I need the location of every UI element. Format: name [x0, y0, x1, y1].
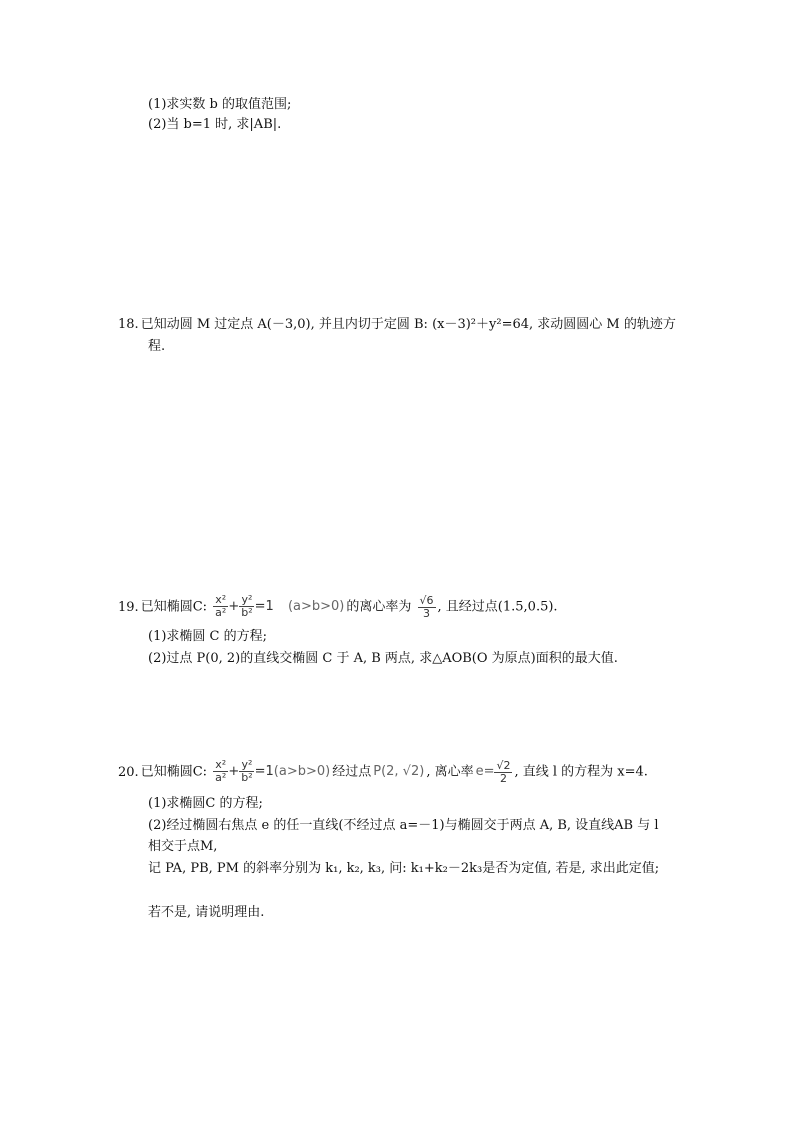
- q20-eccentricity: [494, 760, 512, 785]
- q19-equation: [213, 592, 344, 622]
- q19-mid: 的离心率为: [346, 599, 412, 615]
- q18-text-a: 已知动圆 M 过定点 A(－3,0), 并且内切于定圆 B: (x－3)²＋y²=64, 求动圆圆心 M 的轨迹方: [140, 317, 676, 332]
- q20-frac-x: [213, 759, 228, 784]
- q19-frac-x-bot: a²: [215, 606, 227, 619]
- q19-part2: (2)过点 P(0, 2)的直线交椭圆 C 于 A, B 两点, 求△AOB(O 为原点)面积的最大值.: [148, 651, 618, 666]
- q20-number: 20.: [118, 764, 139, 780]
- q20-eq: =1: [254, 764, 274, 779]
- q20-part3: 记 PA, PB, PM 的斜率分别为 k₁, k₂, k₃, 问: k₁+k₂－2k₃是否为定值, 若是, 求出此定值;: [148, 861, 660, 876]
- q20-e-bot: 2: [499, 771, 507, 785]
- q20-plus: +: [228, 764, 240, 779]
- q19-frac-y-top: y²: [241, 593, 253, 606]
- q19-tail: , 且经过点(1.5,0.5).: [437, 599, 558, 615]
- q20-e-label: e=: [475, 764, 495, 779]
- q20-frac-y: [239, 759, 254, 784]
- q19-lead: 已知椭圆C:: [140, 599, 208, 615]
- q19-frac-y-bot: b²: [241, 606, 253, 619]
- q17-part2: (2)当 b=1 时, 求|AB|.: [148, 117, 282, 132]
- q20-e-top: √2: [496, 758, 511, 772]
- q19-e-top: √6: [419, 593, 434, 607]
- q20-mid: 经过点: [332, 764, 372, 780]
- q20-condition: (a>b>0): [273, 764, 331, 779]
- q19-frac-y: [239, 594, 254, 619]
- q19-eq: =1: [254, 599, 274, 614]
- q20-frac-y-bot: b²: [241, 771, 253, 784]
- q17-part1: (1)求实数 b 的取值范围;: [148, 97, 292, 112]
- q19-eccentricity: [418, 595, 436, 620]
- q20-frac-x-top: x²: [215, 758, 227, 771]
- q19-condition: (a>b>0): [287, 599, 345, 614]
- q20-lead: 已知椭圆C:: [140, 764, 208, 780]
- q19-frac-x: [213, 594, 228, 619]
- q19-number: 19.: [118, 599, 139, 615]
- q19-part1: (1)求椭圆 C 的方程;: [148, 629, 268, 644]
- q19-frac-x-top: x²: [215, 593, 227, 606]
- q19-e-bot: 3: [423, 606, 431, 620]
- q20-mid2: , 离心率: [426, 764, 474, 780]
- q20-tail: , 直线 l 的方程为 x=4.: [514, 764, 648, 780]
- q18-number: 18.: [118, 317, 139, 332]
- q20-line1: [118, 757, 648, 788]
- q20-part4: 若不是, 请说明理由.: [148, 905, 265, 920]
- q20-part2a: (2)经过椭圆右焦点 e 的任一直线(不经过点 a=－1)与椭圆交于两点 A, B, 设直线AB 与 l: [148, 818, 659, 833]
- q18-text-b: 程.: [148, 339, 166, 354]
- q19-line1: [118, 592, 558, 623]
- q20-equation: [213, 757, 330, 787]
- q19-plus: +: [228, 599, 240, 614]
- q20-part1: (1)求椭圆C 的方程;: [148, 796, 263, 811]
- q20-point: P(2, √2): [373, 764, 425, 779]
- q20-part2b: 相交于点M,: [148, 839, 218, 854]
- q20-frac-x-bot: a²: [215, 771, 227, 784]
- q20-frac-y-top: y²: [241, 758, 253, 771]
- q18-line1: [118, 316, 676, 334]
